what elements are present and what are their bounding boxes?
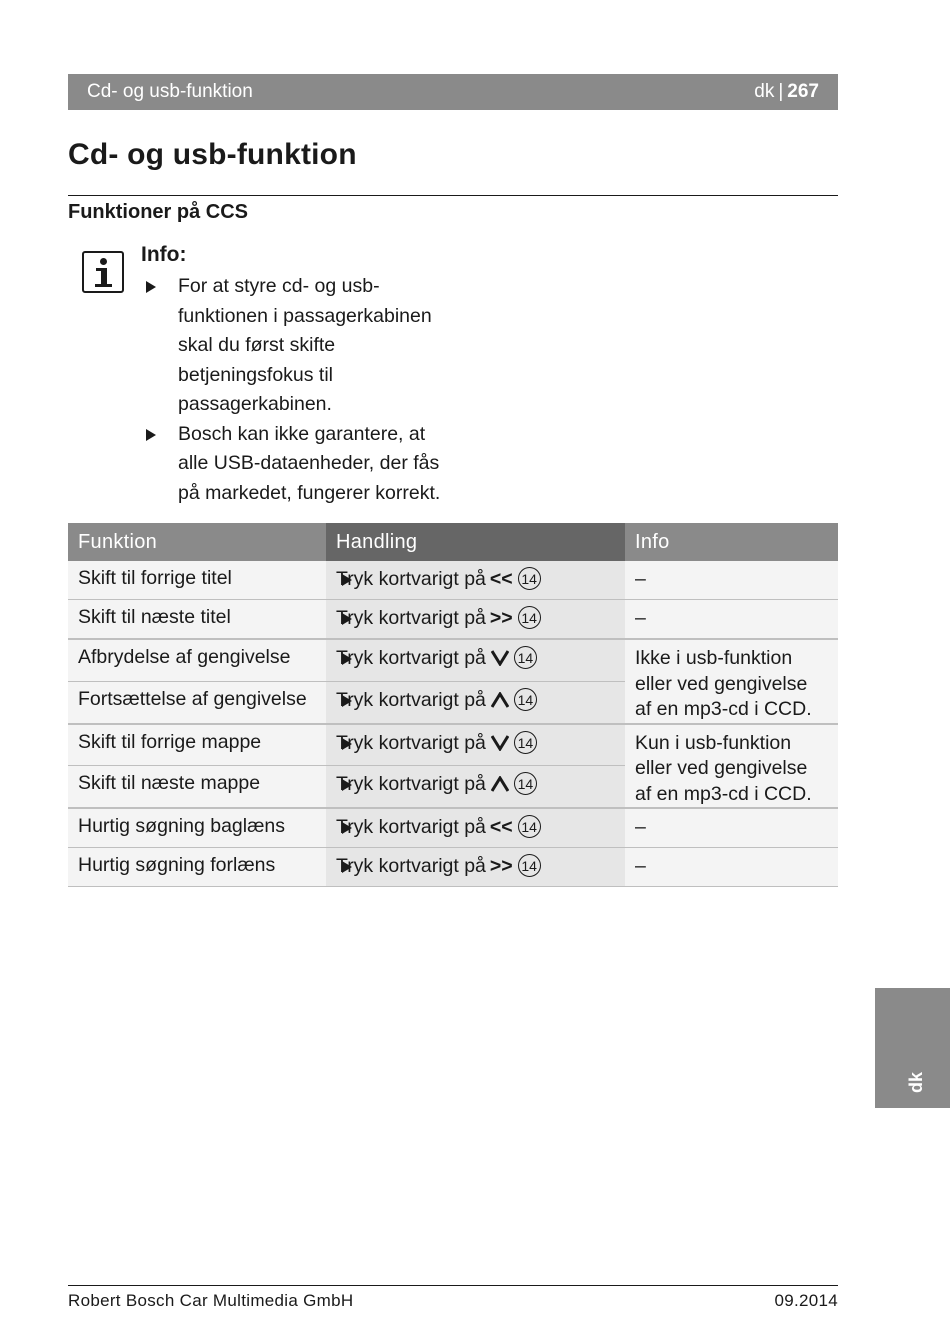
triangle-bullet-icon bbox=[342, 613, 352, 625]
column-header-info: Info bbox=[625, 523, 838, 561]
button-reference: 14 bbox=[518, 854, 541, 877]
cell-handling bbox=[326, 561, 625, 600]
cell-info: Kun i usb-funktion eller ved gengivelse af en mp3-cd i CCD. bbox=[625, 724, 838, 809]
triangle-bullet-icon bbox=[146, 281, 156, 293]
language-side-tab bbox=[875, 988, 950, 1108]
button-reference: 14 bbox=[514, 646, 537, 669]
table-row bbox=[68, 561, 838, 600]
cell-funktion: Skift til næste titel bbox=[68, 600, 326, 640]
action-text: Tryk kortvarigt på bbox=[336, 855, 486, 877]
table-row bbox=[68, 724, 838, 766]
function-table bbox=[68, 523, 838, 887]
triangle-bullet-icon bbox=[342, 695, 352, 707]
table-header-row bbox=[68, 523, 838, 561]
skip-symbol: >> bbox=[489, 607, 513, 629]
info-item bbox=[141, 420, 441, 509]
page-title: Cd- og usb-funktion bbox=[68, 138, 357, 171]
footer-date: 09.2014 bbox=[774, 1291, 838, 1310]
table-row bbox=[68, 639, 838, 681]
triangle-bullet-icon bbox=[342, 574, 352, 586]
info-item-text: Bosch kan ikke garantere, at alle USB-dataenheder, der fås på markedet, fungerer korrekt. bbox=[178, 422, 441, 504]
skip-symbol: >> bbox=[489, 855, 513, 877]
cell-info: – bbox=[625, 600, 838, 640]
cell-handling bbox=[326, 808, 625, 848]
cell-info: – bbox=[625, 848, 838, 887]
cell-handling bbox=[326, 639, 625, 681]
action-text: Tryk kortvarigt på bbox=[336, 647, 486, 669]
info-icon bbox=[82, 251, 124, 293]
cell-info: – bbox=[625, 561, 838, 600]
triangle-bullet-icon bbox=[146, 429, 156, 441]
triangle-bullet-icon bbox=[342, 653, 352, 665]
chevron-up-icon bbox=[486, 689, 509, 711]
title-divider bbox=[68, 195, 838, 196]
chevron-up-icon bbox=[486, 773, 509, 795]
button-reference: 14 bbox=[518, 567, 541, 590]
footer-divider bbox=[68, 1285, 838, 1286]
cell-funktion: Skift til forrige titel bbox=[68, 561, 326, 600]
action-text: Tryk kortvarigt på bbox=[336, 773, 486, 796]
button-reference: 14 bbox=[514, 731, 537, 754]
table-row bbox=[68, 808, 838, 848]
header-lang: dk bbox=[754, 81, 775, 102]
action-text: Tryk kortvarigt på bbox=[336, 731, 486, 754]
cell-handling bbox=[326, 600, 625, 640]
info-item-text: For at styre cd- og usb-funktionen i passagerkabinen skal du først skifte betjeningsfokus til passagerkabinen. bbox=[178, 275, 432, 415]
button-reference: 14 bbox=[514, 772, 537, 795]
cell-handling bbox=[326, 848, 625, 887]
skip-symbol: << bbox=[489, 816, 513, 838]
info-list bbox=[141, 272, 441, 508]
chevron-down-icon bbox=[486, 732, 509, 754]
cell-handling bbox=[326, 724, 625, 766]
cell-info: Ikke i usb-funktion eller ved gengivelse af en mp3-cd i CCD. bbox=[625, 639, 838, 724]
triangle-bullet-icon bbox=[342, 822, 352, 834]
column-header-handling: Handling bbox=[326, 523, 625, 561]
column-header-funktion: Funktion bbox=[68, 523, 326, 561]
cell-funktion: Hurtig søgning forlæns bbox=[68, 848, 326, 887]
cell-funktion: Fortsættelse af gengivelse bbox=[68, 681, 326, 723]
running-header bbox=[68, 74, 838, 110]
cell-funktion: Hurtig søgning baglæns bbox=[68, 808, 326, 848]
button-reference: 14 bbox=[514, 688, 537, 711]
cell-info: – bbox=[625, 808, 838, 848]
triangle-bullet-icon bbox=[342, 861, 352, 873]
action-text: Tryk kortvarigt på bbox=[336, 688, 486, 711]
info-item bbox=[141, 272, 441, 420]
table-row bbox=[68, 848, 838, 887]
skip-symbol: << bbox=[489, 568, 513, 590]
header-section-title: Cd- og usb-funktion bbox=[87, 81, 253, 102]
action-text: Tryk kortvarigt på bbox=[336, 816, 486, 838]
cell-funktion: Skift til forrige mappe bbox=[68, 724, 326, 766]
triangle-bullet-icon bbox=[342, 779, 352, 791]
side-tab-label: dk bbox=[906, 1071, 927, 1094]
action-text: Tryk kortvarigt på bbox=[336, 568, 486, 590]
cell-handling bbox=[326, 681, 625, 723]
section-title: Funktioner på CCS bbox=[68, 201, 249, 223]
header-page-info bbox=[754, 81, 819, 103]
cell-funktion: Afbrydelse af gengivelse bbox=[68, 639, 326, 681]
page-number: 267 bbox=[787, 81, 819, 102]
action-text: Tryk kortvarigt på bbox=[336, 607, 486, 629]
info-heading: Info: bbox=[141, 243, 187, 266]
footer-company: Robert Bosch Car Multimedia GmbH bbox=[68, 1291, 354, 1310]
table-row bbox=[68, 600, 838, 640]
header-separator: | bbox=[778, 81, 784, 102]
table-body bbox=[68, 561, 838, 887]
button-reference: 14 bbox=[518, 606, 541, 629]
chevron-down-icon bbox=[486, 647, 509, 669]
button-reference: 14 bbox=[518, 815, 541, 838]
cell-funktion: Skift til næste mappe bbox=[68, 766, 326, 808]
cell-handling bbox=[326, 766, 625, 808]
triangle-bullet-icon bbox=[342, 738, 352, 750]
